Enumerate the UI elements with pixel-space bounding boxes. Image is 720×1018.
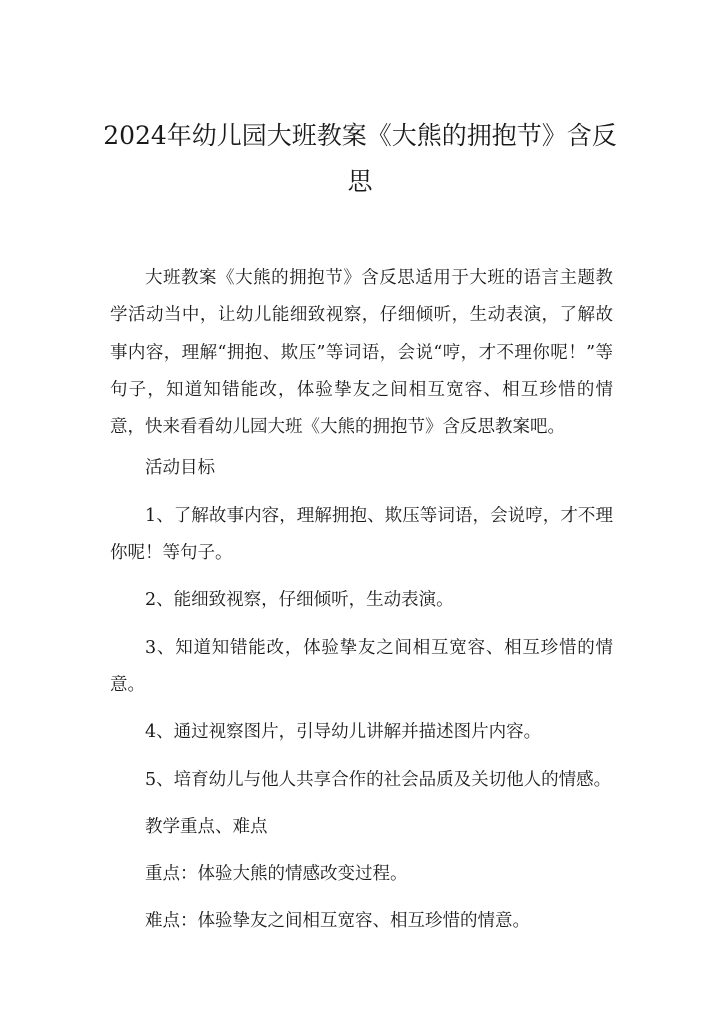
goal-item-5 (110, 762, 613, 799)
document-body (110, 260, 613, 951)
goal-number: 5、 (145, 769, 174, 790)
intro-paragraph: 大班教案《大熊的拥抱节》含反思适用于大班的语言主题教学活动当中，让幼儿能细致视察，仔细倾听，生动表演，了解故事内容，理解“拥抱、欺压”等词语，会说“哼，才不理你呢！”等句子，知道知错能改，体验挚友之间相互宽容、相互珍惜的情意，快来看看幼儿园大班《大熊的拥抱节》含反思教案吧。 (110, 268, 613, 438)
goal-text: 了解故事内容，理解拥抱、欺压等词语，会说哼，才不理你呢！等句子。 (110, 505, 613, 564)
goal-item-1 (110, 498, 613, 573)
goal-text: 培育幼儿与他人共享合作的社会品质及关切他人的情感。 (173, 769, 612, 790)
goal-text: 能细致视察，仔细倾听，生动表演。 (173, 590, 454, 611)
goal-text: 通过视察图片，引导幼儿讲解并描述图片内容。 (173, 722, 542, 743)
goals-heading: 活动目标 (145, 458, 215, 479)
document-title: 2024年幼儿园大班教案《大熊的拥抱节》含反思 (103, 121, 617, 196)
goal-number: 1、 (145, 505, 174, 526)
goal-number: 4、 (145, 722, 174, 743)
goal-item-3 (110, 630, 613, 705)
difficult-point: 难点：体验挚友之间相互宽容、相互珍惜的情意。 (145, 911, 530, 932)
goal-number: 3、 (145, 637, 176, 658)
focus-heading: 教学重点、难点 (145, 816, 268, 837)
goal-item-4 (110, 714, 613, 751)
goals-list (110, 498, 613, 799)
goal-item-2 (110, 582, 613, 619)
goal-text: 知道知错能改，体验挚友之间相互宽容、相互珍惜的情意。 (110, 637, 613, 695)
key-point: 重点：体验大熊的情感改变过程。 (145, 864, 408, 885)
goal-number: 2、 (145, 590, 174, 611)
